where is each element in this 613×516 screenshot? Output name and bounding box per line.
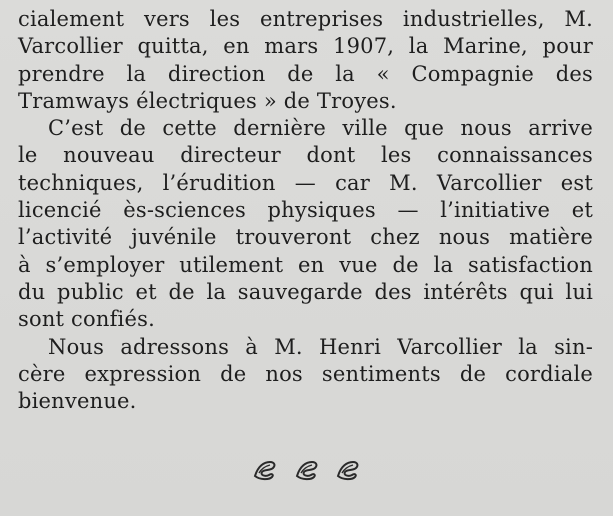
text-line: à s’employer utilement en vue de la satisfaction [18, 252, 593, 277]
text-line: cère expression de nos sentiments de cordiale [18, 361, 593, 386]
text-line: licencié ès-sciences physiques — l’initiative et [18, 198, 593, 223]
fleuron-ornament-icon [292, 456, 322, 482]
text-line: C’est de cette dernière ville que nous arrive [48, 116, 593, 141]
text-line: techniques, l’érudition — car M. Varcollier est [18, 170, 593, 195]
ornament-row [0, 456, 613, 482]
text-line: Nous adressons à M. Henri Varcollier la sin- [48, 334, 593, 359]
text-line: Varcollier quitta, en mars 1907, la Marine, pour [18, 34, 593, 59]
text-line: Tramways électriques » de Troyes. [18, 88, 397, 113]
text-line: le nouveau directeur dont les connaissances [18, 143, 593, 168]
text-line: cialement vers les entreprises industrielles, M. [18, 7, 593, 31]
text-line: du public et de la sauvegarde des intérêts qui lui [18, 279, 593, 304]
text-line: l’activité juvénile trouveront chez nous matière [18, 225, 593, 250]
text-line: sont confiés. [18, 307, 155, 332]
fleuron-ornament-icon [333, 456, 363, 482]
fleuron-ornament-icon [250, 456, 280, 482]
text-line: bienvenue. [18, 389, 137, 414]
article-text [18, 6, 593, 415]
text-line: prendre la direction de la « Compagnie des [18, 61, 593, 86]
